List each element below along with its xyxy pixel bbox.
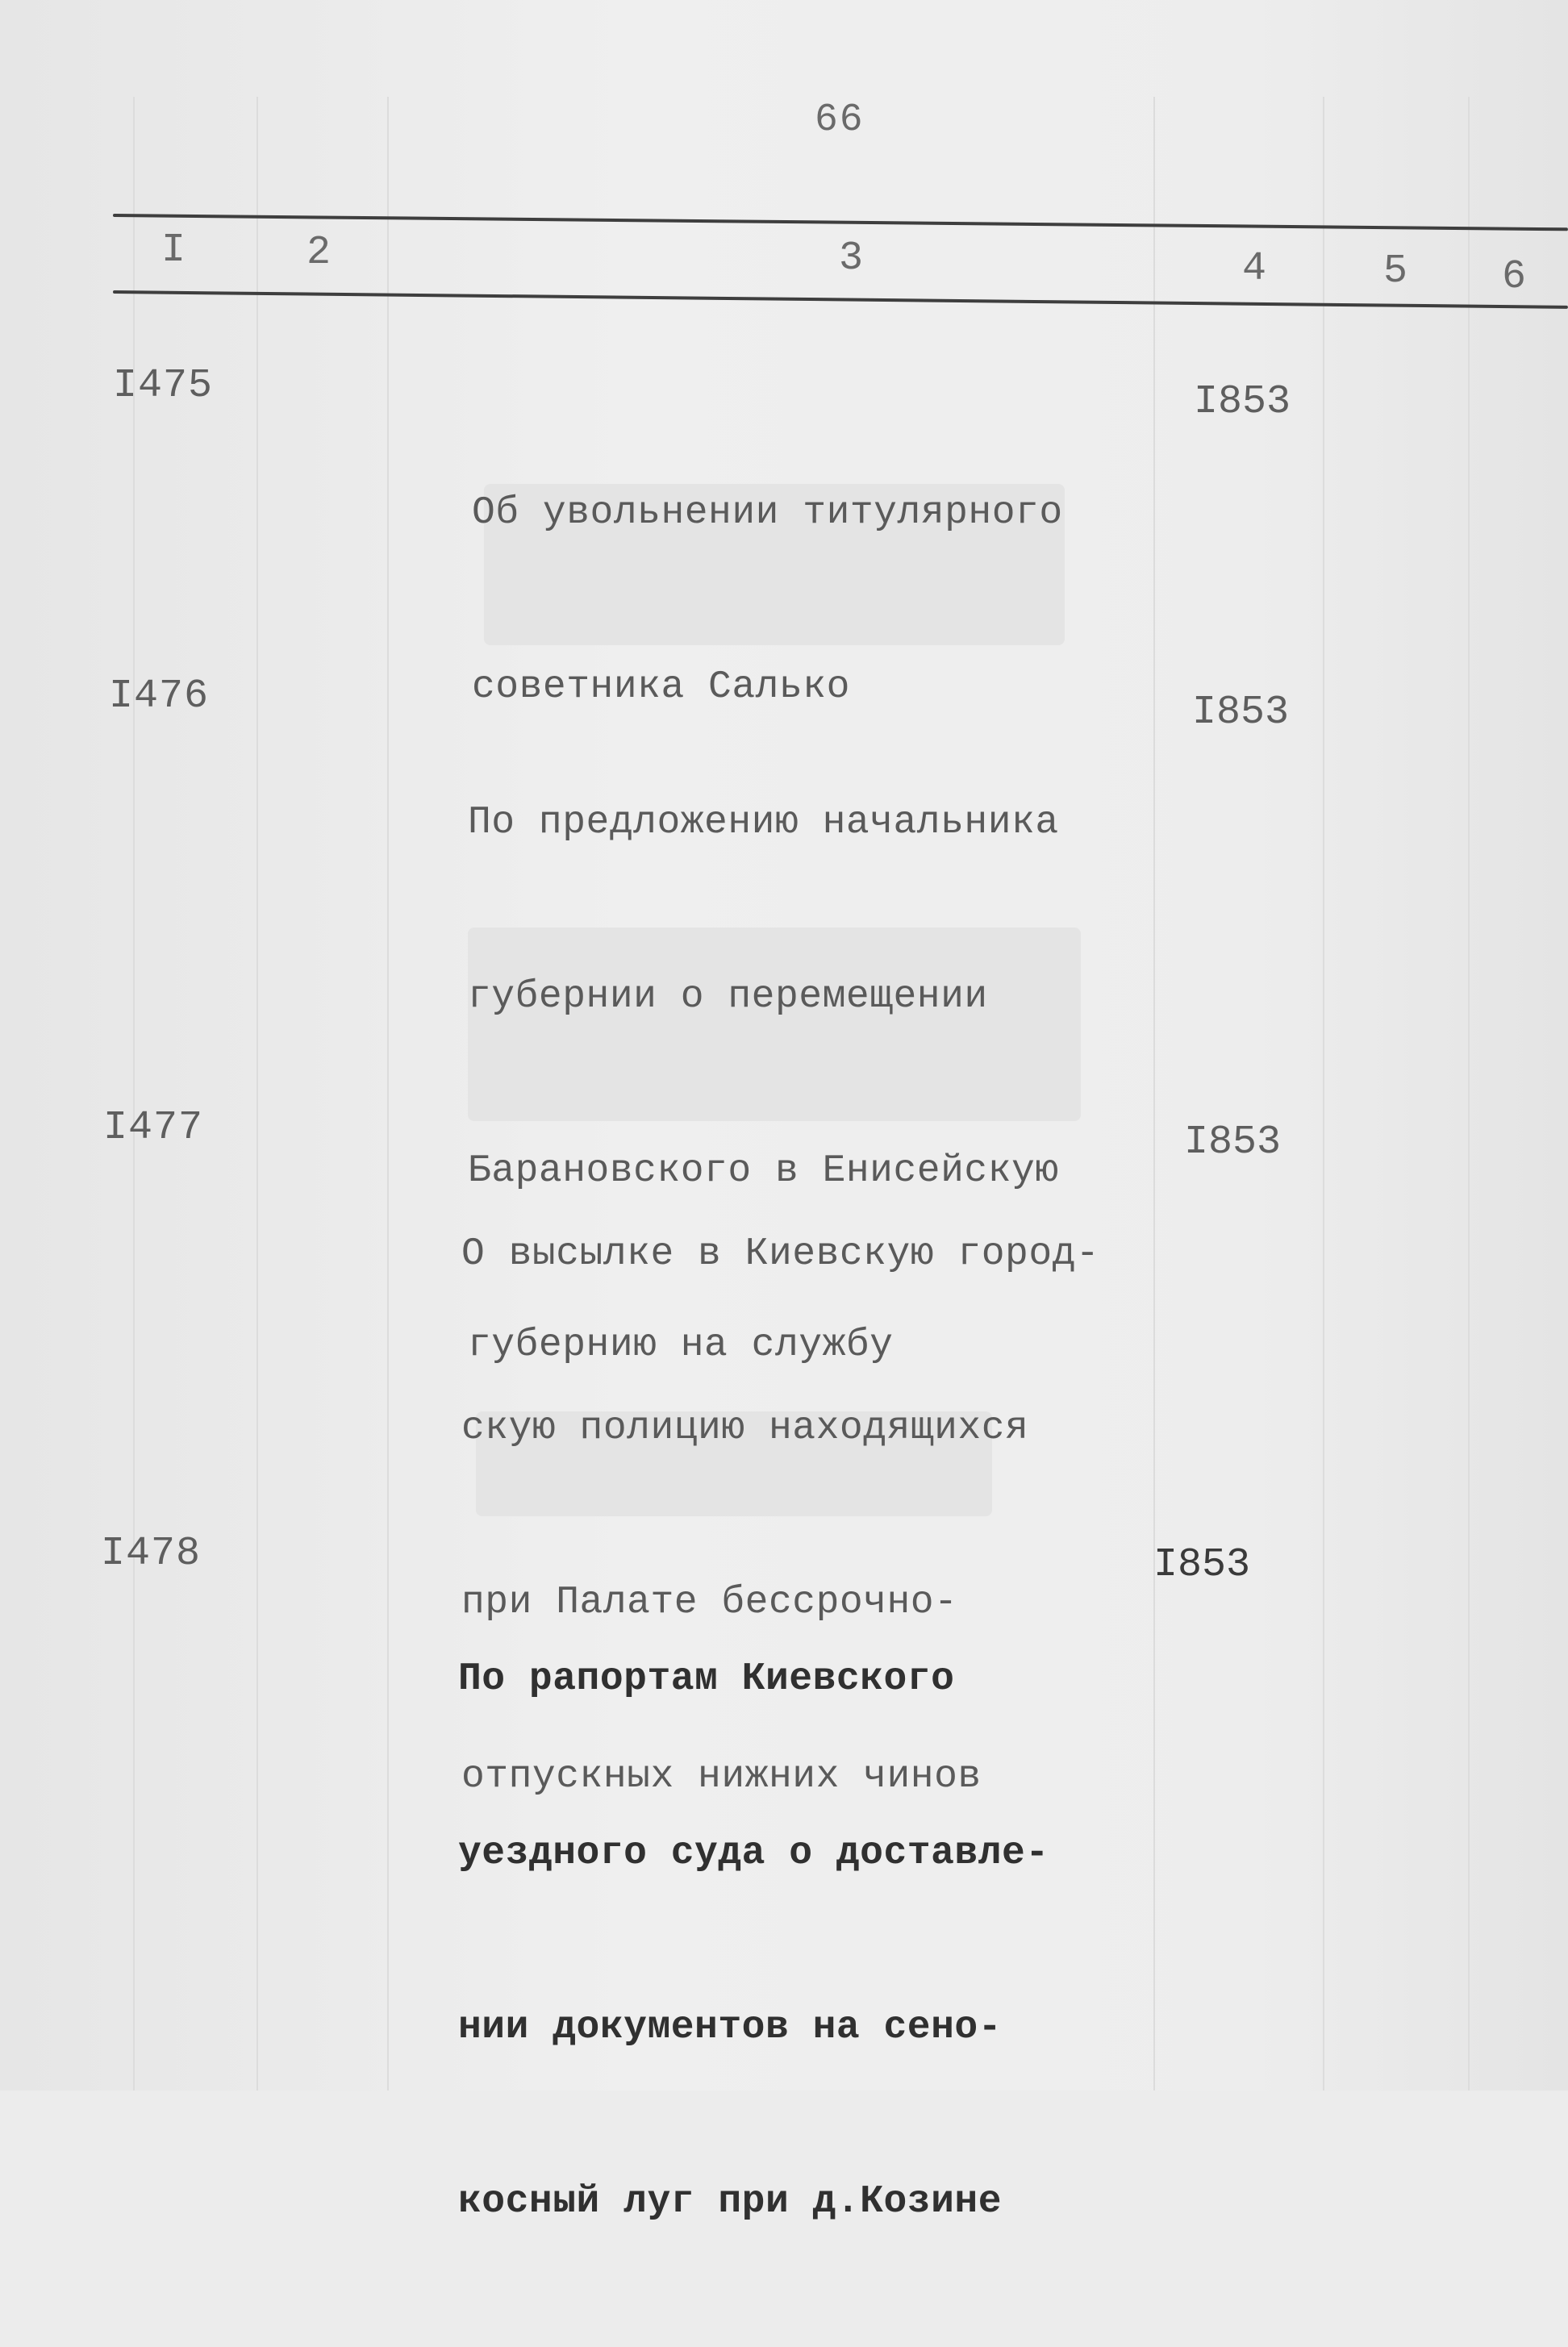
column-guide-line: [387, 97, 389, 2091]
entry-year: I853: [1153, 1542, 1251, 1588]
page-number: 66: [815, 98, 865, 142]
entry-number: I475: [113, 363, 214, 409]
entry-number: I476: [109, 673, 210, 719]
entry-description-line: нии документов на сено-: [458, 2006, 1003, 2049]
column-header-5: 5: [1383, 248, 1408, 294]
column-guide-line: [1323, 97, 1324, 2091]
header-bottom-rule: [113, 290, 1568, 309]
entry-description-line: губернии о перемещении: [468, 975, 988, 1019]
entry-number: I478: [101, 1531, 202, 1577]
entry-description-line: По предложению начальника: [468, 801, 1059, 844]
entry-description-line: По рапортам Киевского: [458, 1657, 955, 1701]
entry-description-line: губернию на службу: [468, 1324, 894, 1367]
column-header-4: 4: [1242, 246, 1267, 292]
column-header-6: 6: [1502, 254, 1527, 300]
entry-description-line: отпускных нижних чинов: [461, 1755, 982, 1799]
entry-description-line: Барановского в Енисейскую: [468, 1149, 1059, 1193]
entry-year: I853: [1194, 379, 1291, 425]
column-header-1: I: [161, 227, 186, 273]
column-guide-line: [256, 97, 258, 2091]
entry-year: I853: [1192, 690, 1290, 736]
entry-year: I853: [1184, 1119, 1282, 1165]
entry-description: [458, 1534, 1049, 2347]
entry-description-line: уездного суда о доставле-: [458, 1832, 1049, 1875]
header-top-rule: [113, 214, 1568, 231]
entry-description-line: Об увольнении титулярного: [472, 491, 1063, 535]
column-guide-line: [1468, 97, 1470, 2091]
entry-number: I477: [103, 1105, 204, 1151]
entry-description-line: советника Салько: [472, 665, 850, 709]
entry-description-line: косный луг при д.Козине: [458, 2180, 1003, 2224]
column-header-2: 2: [307, 230, 332, 276]
column-header-3: 3: [839, 236, 864, 281]
entry-description-line: при Палате бессрочно-: [461, 1581, 958, 1624]
entry-description-line: скую полицию находящихся: [461, 1407, 1029, 1450]
column-guide-line: [1153, 97, 1155, 2091]
entry-description-line: О высылке в Киевскую город-: [461, 1232, 1100, 1276]
